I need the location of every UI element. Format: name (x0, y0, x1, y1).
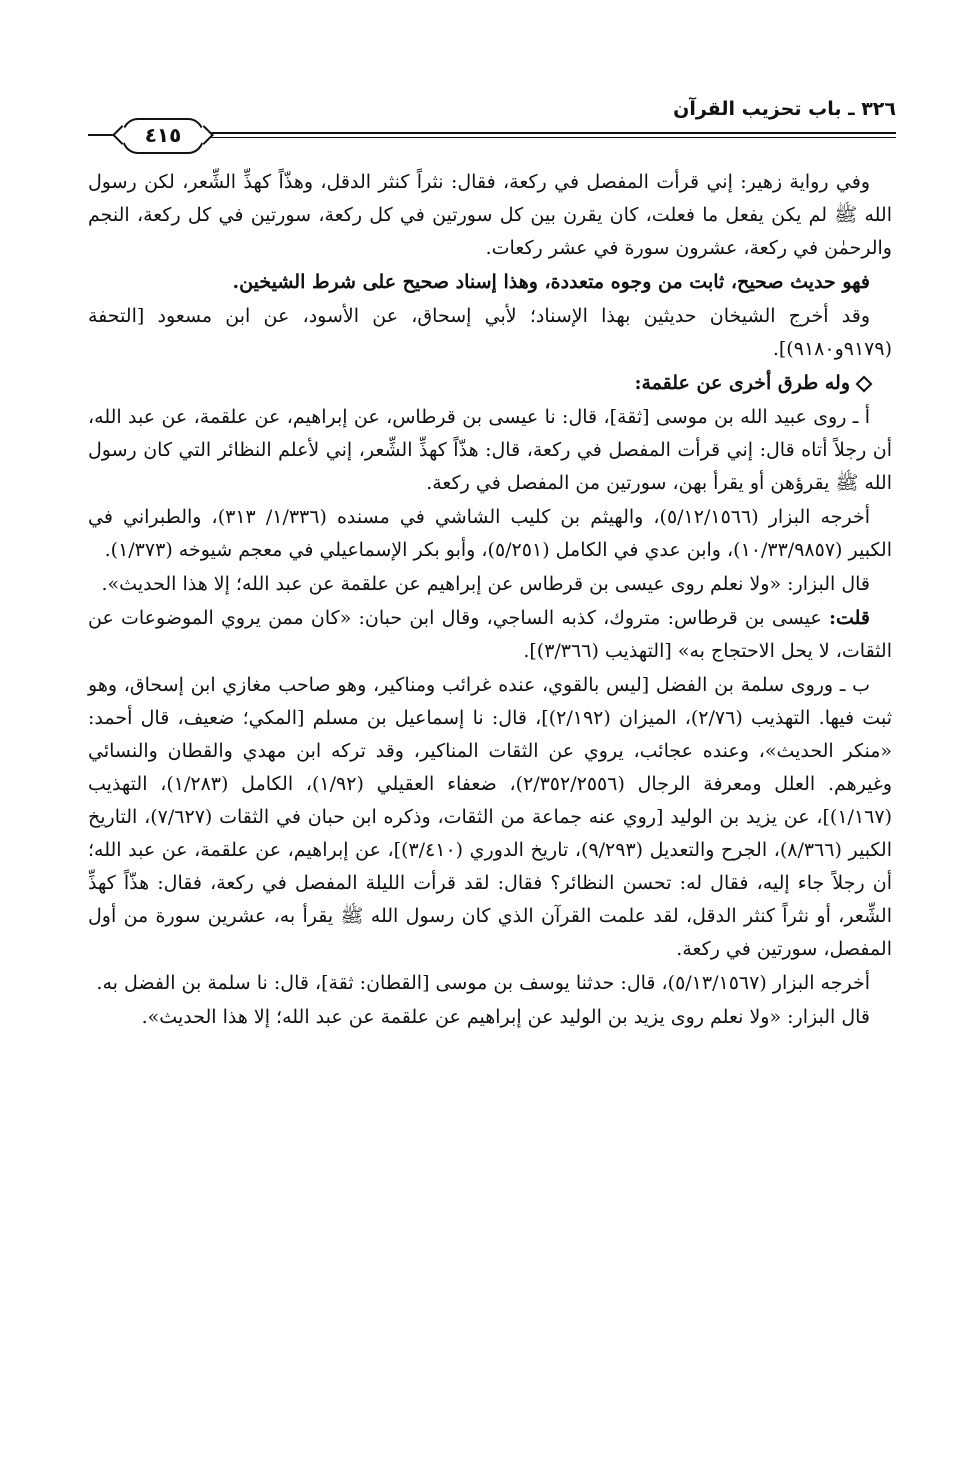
ornament-right-icon (194, 125, 214, 145)
paragraph-verdict: فهو حديث صحيح، ثابت من وجوه متعددة، وهذا إسناد صحيح على شرط الشيخين. (232, 271, 870, 293)
paragraph-route-b: ب ـ وروى سلمة بن الفضل [ليس بالقوي، عنده غرائب ومناكير، وهو صاحب مغازي ابن إسحاق، وهو ثبت فيها. التهذيب (٢/٧٦)، الميزان (٢/١٩٢)]، قال: نا إسماعيل بن مسلم [المكي؛ ضعيف، قال أحمد: «منكر الحديث»، وعنده عجائب، يروي عن الثقات المناكير، وقد تركه ابن مهدي والقطان والنسائي وغيرهم. العلل ومعرفة الرجال (٢/٣٥٢/٢٥٥٦)، ضعفاء العقيلي (١/٩٢)، الكامل (١/٢٨٣)، التهذيب (١/١٦٧)]، عن يزيد بن الوليد [روي عنه جماعة من الثقات، وذكره ابن حبان في الثقات (٧/٦٢٧)، التاريخ الكبير (٨/٣٦٦)، الجرح والتعديل (٩/٢٩٣)، تاريخ الدوري (٣/٤١٠)]، عن إبراهيم، عن علقمة، عن عبد الله؛ أن رجلاً جاء إليه، فقال له: تحسن النظائر؟ فقال: لقد قرأت الليلة المفصل في ركعة، فقال: هذّاً كهذِّ الشِّعر، أو نثراً كنثر الدقل، لقد علمت القرآن الذي كان رسول الله ﷺ يقرأ به، عشرين سورة من أول المفصل، سورتين في ركعة. (88, 674, 892, 960)
header-rule (208, 132, 896, 138)
body-text (88, 166, 892, 1035)
paragraph-bazzar-note-2: قال البزار: «ولا نعلم روى يزيد بن الوليد عن إبراهيم عن علقمة عن عبد الله؛ إلا هذا الحديث». (141, 1006, 870, 1028)
chapter-title: ٣٢٦ ـ باب تحزيب القرآن (673, 98, 896, 120)
paragraph-route-a-sources: أخرجه البزار (٥/١٢/١٥٦٦)، والهيثم بن كليب الشاشي في مسنده (١/٣٣٦/ ٣١٣)، والطبراني في الكبير (١٠/٣٣/٩٨٥٧)، وابن عدي في الكامل (٥/٢٥١)، وأبو بكر الإسماعيلي في معجم شيوخه (١/٣٧٣). (88, 506, 892, 561)
page-header (88, 98, 896, 150)
page-number: ٤١٥ (144, 123, 182, 147)
paragraph-shaykhan: وقد أخرج الشيخان حديثين بهذا الإسناد؛ لأبي إسحاق، عن الأسود، عن ابن مسعود [التحفة (٩١٧٩و٩١٨٠)]. (88, 305, 892, 360)
paragraph-comment: قلت: عيسى بن قرطاس: متروك، كذبه الساجي، وقال ابن حبان: «كان ممن يروي الموضوعات عن الثقات، لا يحل الاحتجاج به» [التهذيب (٣/٣٦٦)]. (88, 607, 892, 662)
header-rule-left (88, 134, 114, 136)
bullet-diamond-icon (856, 376, 873, 393)
section-heading-other-routes: وله طرق أخرى عن علقمة: (88, 367, 892, 400)
paragraph-bazzar-note-1: قال البزار: «ولا نعلم روى عيسى بن قرطاس عن إبراهيم عن علقمة عن عبد الله؛ إلا هذا الحديث». (101, 573, 870, 595)
ornament-left-icon (112, 125, 132, 145)
paragraph-zuhair-narration: وفي رواية زهير: إني قرأت المفصل في ركعة، فقال: نثراً كنثر الدقل، وهذّاً كهذِّ الشِّعر، لكن رسول الله ﷺ لم يكن يفعل ما فعلت، كان يقرن بين كل سورتين في كل ركعة، سورتين في كل ركعة، النجم والرحمٰن في ركعة، عشرون سورة في عشر ركعات. (88, 171, 892, 259)
page-number-badge (122, 118, 204, 154)
paragraph-route-b-sources: أخرجه البزار (٥/١٣/١٥٦٧)، قال: حدثنا يوسف بن موسى [القطان: ثقة]، قال: نا سلمة بن الفضل به. (96, 972, 870, 994)
paragraph-route-a: أ ـ روى عبيد الله بن موسى [ثقة]، قال: نا عيسى بن قرطاس، عن إبراهيم، عن علقمة، عن عبد الله، أن رجلاً أتاه قال: إني قرأت المفصل في ركعة، قال: هذّاً كهذِّ الشِّعر، إني لأعلم النظائر التي كان رسول الله ﷺ يقرؤهن أو يقرأ بهن، سورتين من المفصل في ركعة. (88, 406, 892, 494)
